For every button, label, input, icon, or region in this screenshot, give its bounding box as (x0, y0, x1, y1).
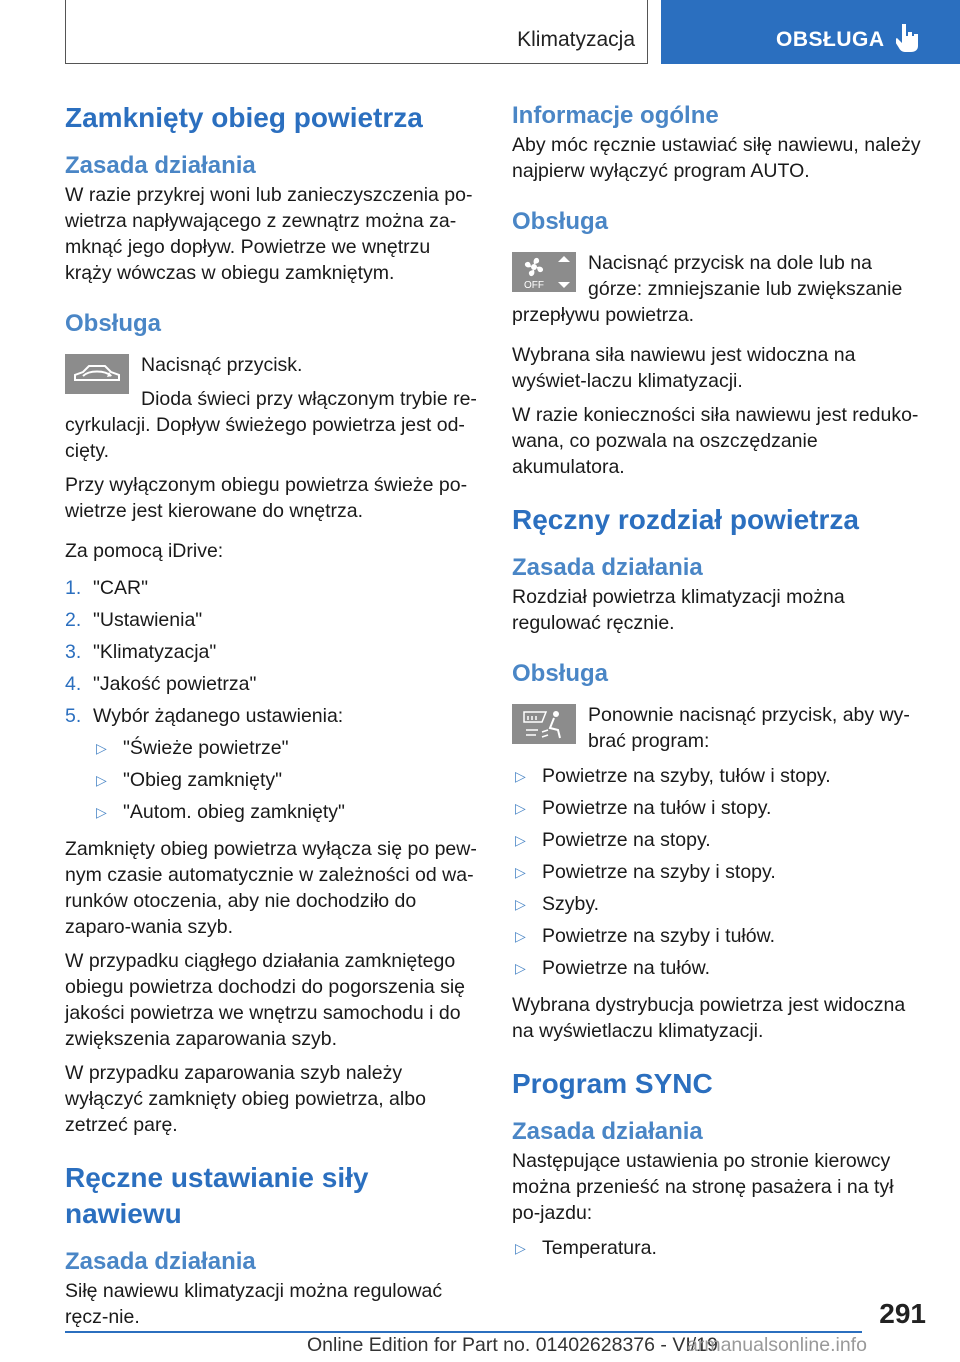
fan-off-label: OFF (524, 280, 544, 291)
subheading-principle: Zasada działania (512, 1118, 703, 1145)
paragraph: Rozdział powietrza klimatyzacji można regulować ręcznie. (512, 586, 845, 634)
subheading-principle: Zasada działania (65, 152, 256, 179)
fan-icon (512, 252, 576, 292)
idrive-steps (65, 572, 477, 732)
header-tab-label: OBSŁUGA (776, 28, 885, 51)
button-instruction: Nacisnąć przycisk. (141, 354, 303, 376)
option-item: ▷ Temperatura. (512, 1232, 926, 1264)
page-number: 291 (879, 1298, 926, 1329)
fan-button-image (512, 252, 576, 292)
distribution-button-row (512, 698, 926, 754)
option-item: ▷ Powietrze na tułów i stopy. (512, 792, 926, 824)
distribution-button-instruction: Ponownie nacisnąć przycisk, aby wy-brać program: (588, 704, 910, 752)
header-section-box (65, 0, 648, 64)
heading-manual-fan: Ręczne ustawianie siły nawiewu (65, 1162, 369, 1229)
triangle-bullet-icon: ▷ (515, 928, 526, 944)
distribution-options (512, 760, 926, 984)
triangle-bullet-icon: ▷ (515, 800, 526, 816)
triangle-bullet-icon: ▷ (515, 960, 526, 976)
paragraph: Wybrana siła nawiewu jest widoczna na wyświet-laczu klimatyzacji. (512, 344, 856, 392)
step-item: 4. "Jakość powietrza" (65, 673, 257, 695)
triangle-bullet-icon: ▷ (515, 832, 526, 848)
step-item: 3. "Klimatyzacja" (65, 641, 217, 663)
header-tab (661, 0, 960, 64)
fan-button-instruction: Nacisnąć przycisk na dole lub na górze: zmniejszanie lub zwiększanie przepływu powietrza. (512, 252, 903, 326)
option-item: ▷ Powietrze na szyby i stopy. (512, 856, 926, 888)
header-section-title: Klimatyzacja (517, 28, 635, 51)
option-item: ▷ Powietrze na szyby i tułów. (512, 920, 926, 952)
left-column (65, 100, 477, 1330)
paragraph: W przypadku ciągłego działania zamkniętego obiegu powietrza dochodzi do pogorszenia się jakości powietrza we wnętrzu samochodu i do zwiększenia zaparowania szyb. (65, 950, 466, 1050)
pointing-hand-icon (896, 22, 922, 52)
option-item: ▷ "Obieg zamknięty" (93, 764, 477, 796)
triangle-bullet-icon: ▷ (515, 896, 526, 912)
subheading-operation: Obsługa (65, 310, 162, 337)
footer-divider (65, 1331, 862, 1333)
triangle-bullet-icon: ▷ (96, 772, 107, 788)
option-item: ▷ Powietrze na szyby, tułów i stopy. (512, 760, 926, 792)
paragraph: Zamknięty obieg powietrza wyłącza się po pew-nym czasie automatycznie w zależności od wa-runków otoczenia, aby nie dochodziło do zaparo-wania szyb. (65, 838, 477, 938)
paragraph: Aby móc ręcznie ustawiać siłę nawiewu, należy najpierw wyłączyć program AUTO. (512, 134, 921, 182)
triangle-bullet-icon: ▷ (96, 740, 107, 756)
setting-options (65, 732, 477, 828)
paragraph: W razie przykrej woni lub zanieczyszczenia po-wietrza napływającego z zewnątrz można za-mknąć jego dopływ. Powietrze we wnętrzu krąży wówczas w obiegu zamkniętym. (65, 184, 473, 284)
recirculation-car-icon (65, 354, 129, 394)
option-item: ▷ "Autom. obieg zamknięty" (93, 796, 477, 828)
heading-program-sync: Program SYNC (512, 1068, 713, 1099)
subheading-operation: Obsługa (512, 208, 609, 235)
heading-closed-air-circulation: Zamknięty obieg powietrza (65, 102, 423, 133)
subheading-principle: Zasada działania (512, 554, 703, 581)
paragraph: Siłę nawiewu klimatyzacji można regulować ręcz-nie. (65, 1280, 443, 1328)
triangle-bullet-icon: ▷ (515, 864, 526, 880)
option-item: ▷ "Świeże powietrze" (93, 732, 477, 764)
footer-watermark: armanualsonline.info (687, 1334, 867, 1356)
triangle-bullet-icon: ▷ (515, 768, 526, 784)
heading-manual-distribution: Ręczny rozdział powietrza (512, 504, 859, 535)
step-item: 5. Wybór żądanego ustawienia: (65, 705, 344, 727)
button-led-description: Dioda świeci przy włączonym trybie re-cyrkulacji. Dopływ świeżego powietrza jest od-cięty. (65, 388, 477, 462)
option-item: ▷ Powietrze na stopy. (512, 824, 926, 856)
step-item: 2. "Ustawienia" (65, 609, 203, 631)
right-column (512, 100, 926, 1264)
triangle-bullet-icon: ▷ (96, 804, 107, 820)
subheading-general-info: Informacje ogólne (512, 102, 719, 129)
recirculation-button-row (65, 348, 477, 464)
paragraph: Przy wyłączonym obiegu powietrza świeże po-wietrze jest kierowane do wnętrza. (65, 474, 468, 522)
paragraph: W przypadku zaparowania szyb należy wyłączyć zamknięty obieg powietrza, albo zetrzeć parę. (65, 1062, 426, 1136)
footer-edition-text: Online Edition for Part no. 01402628376 - VI/19 (307, 1334, 718, 1356)
paragraph: Następujące ustawienia po stronie kierowcy można przenieść na stronę pasażera i na tył po-jazdu: (512, 1150, 894, 1224)
paragraph: Za pomocą iDrive: (65, 540, 224, 562)
option-item: ▷ Powietrze na tułów. (512, 952, 926, 984)
option-item: ▷ Szyby. (512, 888, 926, 920)
fan-button-row (512, 246, 926, 328)
air-distribution-icon (512, 704, 576, 744)
subheading-principle: Zasada działania (65, 1248, 256, 1275)
sync-options (512, 1232, 926, 1264)
subheading-operation: Obsługa (512, 660, 609, 687)
step-item: 1. "CAR" (65, 577, 149, 599)
distribution-button-image (512, 704, 576, 744)
recirculation-button-image (65, 354, 129, 394)
paragraph: Wybrana dystrybucja powietrza jest widoczna na wyświetlaczu klimatyzacji. (512, 994, 906, 1042)
paragraph: W razie konieczności siła nawiewu jest reduko-wana, co pozwala na oszczędzanie akumulatora. (512, 404, 919, 478)
triangle-bullet-icon: ▷ (515, 1240, 526, 1256)
